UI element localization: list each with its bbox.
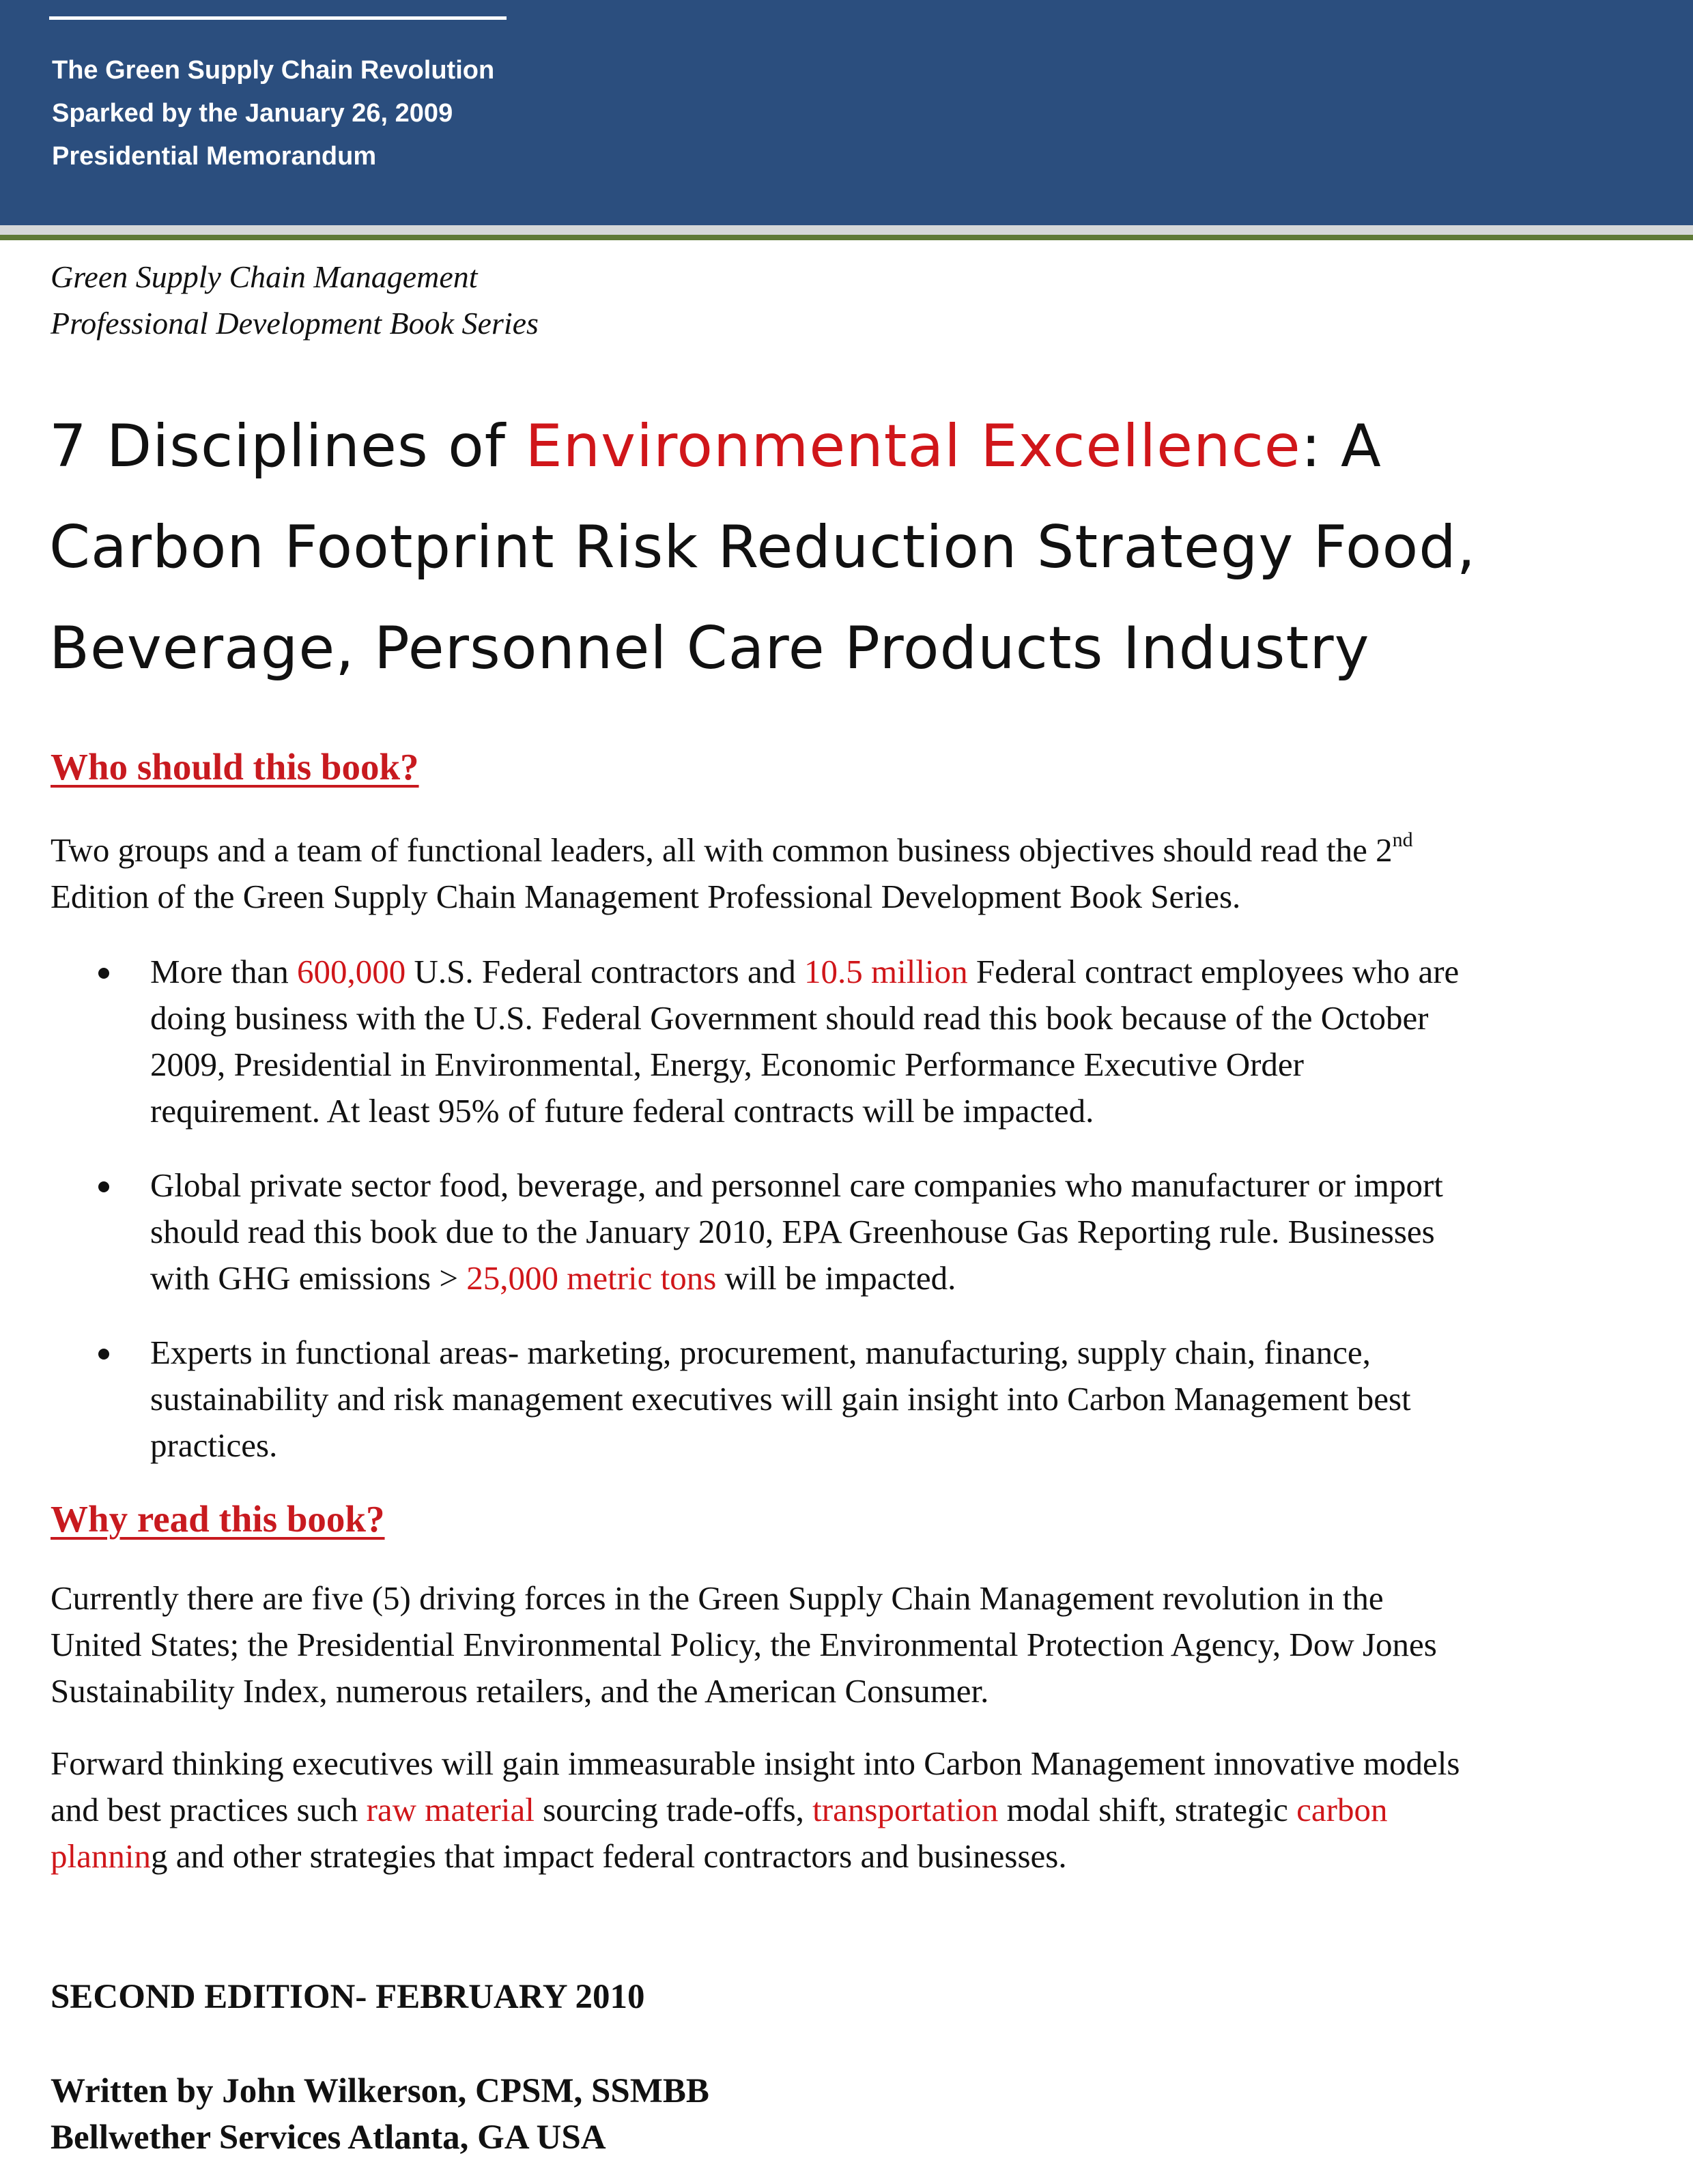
title-highlight: Environmental Excellence [525, 412, 1301, 480]
banner-text [52, 49, 494, 178]
paragraph-line: Currently there are five (5) driving forces in the Green Supply Chain Management revolution in the [51, 1579, 1384, 1617]
highlight-number: 600,000 [297, 953, 406, 990]
banner-line: Sparked by the January 26, 2009 [52, 99, 453, 128]
paragraph-line [51, 1787, 1662, 1833]
banner-line: Presidential Memorandum [52, 142, 377, 171]
highlight-term: plannin [51, 1837, 151, 1875]
bullet-text [150, 1162, 1443, 1302]
who-intro-paragraph [51, 827, 1662, 920]
why-paragraph-2 [51, 1740, 1662, 1880]
paragraph-line [51, 827, 1662, 874]
highlight-term: carbon [1296, 1791, 1388, 1828]
title-line [49, 396, 1660, 497]
bullet-text-run: with GHG emissions > [150, 1259, 467, 1297]
paragraph-line: Forward thinking executives will gain immeasurable insight into Carbon Management innovative models [51, 1744, 1460, 1782]
bullet-line: should read this book due to the January 2010, EPA Greenhouse Gas Reporting rule. Businesses [150, 1213, 1435, 1250]
edition-line [51, 1974, 645, 2020]
author-line: Bellwether Services Atlanta, GA USA [51, 2118, 606, 2157]
author-block [51, 2068, 709, 2161]
bullet-line: Experts in functional areas- marketing, procurement, manufacturing, supply chain, finance, [150, 1334, 1371, 1371]
page-title [49, 396, 1660, 699]
bullet-line [150, 1255, 1443, 1302]
series-line: Green Supply Chain Management [51, 259, 478, 294]
paragraph-line: United States; the Presidential Environmental Policy, the Environmental Protection Agency, Dow Jones [51, 1626, 1437, 1663]
title-text: 7 Disciplines of [49, 412, 526, 480]
title-line: Carbon Footprint Risk Reduction Strategy Food, [49, 513, 1477, 581]
bullet-line: doing business with the U.S. Federal Government should read this book because of the October [150, 999, 1429, 1037]
title-text: : A [1300, 412, 1382, 480]
highlight-term: raw material [366, 1791, 535, 1828]
banner-rule [49, 16, 507, 20]
paragraph-line: Edition of the Green Supply Chain Management Professional Development Book Series. [51, 878, 1241, 915]
divider-stripe-gray [0, 225, 1693, 235]
why-paragraph-1 [51, 1575, 1662, 1714]
banner-line: The Green Supply Chain Revolution [52, 56, 495, 85]
title-line: Beverage, Personnel Care Products Industry [49, 614, 1370, 682]
bullet-line: Global private sector food, beverage, and personnel care companies who manufacturer or import [150, 1166, 1443, 1204]
bullet-dot-icon [98, 1181, 109, 1192]
paragraph-text: modal shift, strategic [998, 1791, 1297, 1828]
divider-stripe-green [0, 235, 1693, 240]
paragraph-text: g and other strategies that impact federal contractors and businesses. [150, 1837, 1067, 1875]
bullet-line: sustainability and risk management executives will gain insight into Carbon Management best [150, 1380, 1411, 1418]
bullet-dot-icon [98, 968, 109, 979]
bullet-text-run: More than [150, 953, 297, 990]
series-line: Professional Development Book Series [51, 306, 539, 341]
author-line: Written by John Wilkerson, CPSM, SSMBB [51, 2072, 709, 2110]
paragraph-line: Sustainability Index, numerous retailers, and the American Consumer. [51, 1672, 989, 1710]
series-name [51, 254, 539, 347]
bullet-text-run: U.S. Federal contractors and [406, 953, 804, 990]
bullet-text-run: Federal contract employees who are [967, 953, 1460, 990]
bullet-text [150, 1330, 1411, 1469]
bullet-text-run: will be impacted. [716, 1259, 956, 1297]
highlight-term: transportation [812, 1791, 999, 1828]
section-heading-who: Who should this book? [51, 746, 419, 788]
paragraph-line [51, 1833, 1662, 1880]
paragraph-text: sourcing trade-offs, [534, 1791, 813, 1828]
bullet-dot-icon [98, 1349, 109, 1360]
bullet-text [150, 949, 1459, 1134]
header-banner [0, 0, 1693, 225]
section-heading-why: Why read this book? [51, 1498, 385, 1540]
bullet-line: requirement. At least 95% of future federal contracts will be impacted. [150, 1092, 1094, 1130]
highlight-number: 25,000 metric tons [466, 1259, 717, 1297]
edition-text: SECOND EDITION- FEBRUARY 2010 [51, 1978, 645, 2016]
bullet-line [150, 949, 1459, 995]
bullet-line: 2009, Presidential in Environmental, Energy, Economic Performance Executive Order [150, 1046, 1304, 1083]
highlight-number: 10.5 million [804, 953, 968, 990]
ordinal-superscript: nd [1392, 829, 1413, 851]
bullet-line: practices. [150, 1426, 278, 1464]
paragraph-text: Two groups and a team of functional leaders, all with common business objectives should read the 2 [51, 831, 1393, 869]
paragraph-text: and best practices such [51, 1791, 367, 1828]
